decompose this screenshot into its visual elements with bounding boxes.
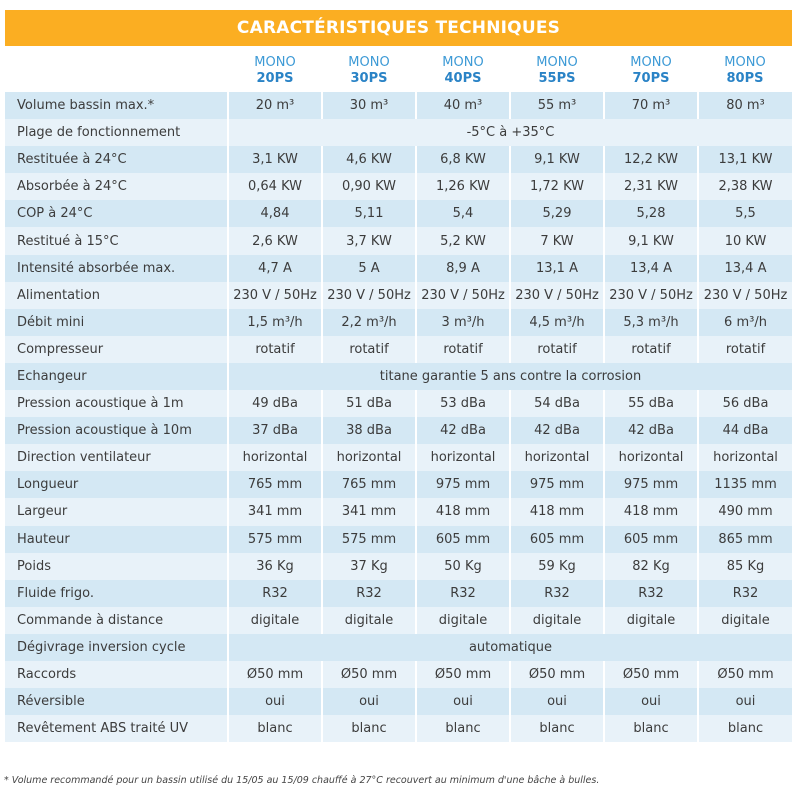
cell-value: rotatif [416,336,510,363]
table-row [5,607,792,634]
cell-value: horizontal [698,444,792,471]
model-code: 55PS [538,71,576,86]
cell-value: 13,1 A [510,255,604,282]
cell-value: 10 KW [698,227,792,254]
row-label: Raccords [5,661,228,688]
cell-value: 6 m³/h [698,309,792,336]
cell-value: 975 mm [510,471,604,498]
cell-value: 40 m³ [416,92,510,119]
model-header [604,52,698,92]
cell-value: 230 V / 50Hz [228,282,322,309]
cell-value: rotatif [698,336,792,363]
model-series: MONO [536,55,578,70]
cell-value: 341 mm [322,498,416,525]
cell-value: 1,26 KW [416,173,510,200]
cell-value: 82 Kg [604,553,698,580]
row-label: Revêtement ABS traité UV [5,715,228,742]
cell-value: 54 dBa [510,390,604,417]
cell-value: 418 mm [510,498,604,525]
model-header [510,52,604,92]
cell-value: 38 dBa [322,417,416,444]
cell-value: 85 Kg [698,553,792,580]
cell-value: 13,4 A [698,255,792,282]
cell-value: 44 dBa [698,417,792,444]
cell-value: 7 KW [510,227,604,254]
cell-value: 865 mm [698,526,792,553]
cell-value: 12,2 KW [604,146,698,173]
cell-value: 1135 mm [698,471,792,498]
model-header [416,52,510,92]
row-label: Longueur [5,471,228,498]
cell-value: horizontal [322,444,416,471]
table-row [5,444,792,471]
row-label: Débit mini [5,309,228,336]
cell-value: horizontal [604,444,698,471]
cell-value: 2,2 m³/h [322,309,416,336]
cell-value: 575 mm [322,526,416,553]
model-series: MONO [348,55,390,70]
cell-value: 5,3 m³/h [604,309,698,336]
cell-value: 605 mm [416,526,510,553]
model-code: 30PS [350,71,388,86]
cell-value: 490 mm [698,498,792,525]
cell-value: rotatif [228,336,322,363]
cell-value: 5,11 [322,200,416,227]
row-label: Réversible [5,688,228,715]
cell-value: 975 mm [604,471,698,498]
specs-table [5,92,792,742]
cell-value: 9,1 KW [510,146,604,173]
row-label: Alimentation [5,282,228,309]
cell-value: 5,28 [604,200,698,227]
cell-value: 8,9 A [416,255,510,282]
cell-value: 5 A [322,255,416,282]
cell-value: 5,2 KW [416,227,510,254]
cell-value: 575 mm [228,526,322,553]
table-row [5,92,792,119]
table-row [5,173,792,200]
cell-value: 5,4 [416,200,510,227]
cell-value: 42 dBa [416,417,510,444]
cell-value: 418 mm [604,498,698,525]
model-header-row [228,52,792,92]
cell-value: oui [604,688,698,715]
row-label: Absorbée à 24°C [5,173,228,200]
cell-value: 2,38 KW [698,173,792,200]
spanned-value: automatique [228,634,792,661]
cell-value: R32 [228,580,322,607]
table-row [5,336,792,363]
cell-value: 6,8 KW [416,146,510,173]
cell-value: 37 Kg [322,553,416,580]
model-header [698,52,792,92]
model-code: 20PS [256,71,294,86]
cell-value: R32 [698,580,792,607]
cell-value: 4,6 KW [322,146,416,173]
cell-value: blanc [228,715,322,742]
cell-value: 341 mm [228,498,322,525]
cell-value: 55 dBa [604,390,698,417]
spanned-value: -5°C à +35°C [228,119,792,146]
cell-value: 4,7 A [228,255,322,282]
cell-value: 0,90 KW [322,173,416,200]
model-series: MONO [254,55,296,70]
cell-value: 230 V / 50Hz [416,282,510,309]
row-label: Direction ventilateur [5,444,228,471]
model-series: MONO [442,55,484,70]
cell-value: 4,5 m³/h [510,309,604,336]
cell-value: oui [510,688,604,715]
cell-value: 49 dBa [228,390,322,417]
cell-value: R32 [416,580,510,607]
cell-value: 1,5 m³/h [228,309,322,336]
cell-value: 51 dBa [322,390,416,417]
cell-value: 2,31 KW [604,173,698,200]
row-label: Restitué à 15°C [5,227,228,254]
model-series: MONO [630,55,672,70]
cell-value: Ø50 mm [604,661,698,688]
row-label: Poids [5,553,228,580]
cell-value: Ø50 mm [322,661,416,688]
cell-value: 56 dBa [698,390,792,417]
cell-value: 605 mm [510,526,604,553]
table-row [5,309,792,336]
table-row [5,471,792,498]
table-row [5,119,792,146]
cell-value: blanc [322,715,416,742]
footnote: * Volume recommandé pour un bassin utilisé du 15/05 au 15/09 chauffé à 27°C recouvert au minimum d'une bâche à bulles. [4,775,600,786]
cell-value: 1,72 KW [510,173,604,200]
cell-value: Ø50 mm [416,661,510,688]
row-label: Fluide frigo. [5,580,228,607]
cell-value: 3 m³/h [416,309,510,336]
model-series: MONO [724,55,766,70]
spanned-value: titane garantie 5 ans contre la corrosion [228,363,792,390]
table-row [5,526,792,553]
cell-value: 230 V / 50Hz [322,282,416,309]
cell-value: R32 [510,580,604,607]
row-label: Compresseur [5,336,228,363]
cell-value: 230 V / 50Hz [510,282,604,309]
cell-value: horizontal [510,444,604,471]
table-row [5,688,792,715]
cell-value: 36 Kg [228,553,322,580]
cell-value: 3,7 KW [322,227,416,254]
cell-value: digitale [322,607,416,634]
cell-value: 9,1 KW [604,227,698,254]
cell-value: 80 m³ [698,92,792,119]
cell-value: oui [322,688,416,715]
cell-value: 50 Kg [416,553,510,580]
cell-value: 0,64 KW [228,173,322,200]
cell-value: rotatif [322,336,416,363]
cell-value: 53 dBa [416,390,510,417]
table-row [5,634,792,661]
cell-value: 2,6 KW [228,227,322,254]
row-label: Commande à distance [5,607,228,634]
table-row [5,200,792,227]
cell-value: oui [228,688,322,715]
cell-value: blanc [510,715,604,742]
cell-value: 70 m³ [604,92,698,119]
table-row [5,363,792,390]
cell-value: Ø50 mm [510,661,604,688]
table-row [5,661,792,688]
cell-value: 4,84 [228,200,322,227]
row-label: Largeur [5,498,228,525]
cell-value: rotatif [604,336,698,363]
cell-value: Ø50 mm [698,661,792,688]
cell-value: 230 V / 50Hz [604,282,698,309]
model-code: 40PS [444,71,482,86]
cell-value: 30 m³ [322,92,416,119]
cell-value: digitale [510,607,604,634]
cell-value: 5,29 [510,200,604,227]
table-row [5,255,792,282]
cell-value: 230 V / 50Hz [698,282,792,309]
cell-value: rotatif [510,336,604,363]
row-label: Pression acoustique à 1m [5,390,228,417]
table-row [5,282,792,309]
model-header [322,52,416,92]
row-label: Echangeur [5,363,228,390]
cell-value: digitale [228,607,322,634]
table-row [5,553,792,580]
cell-value: 5,5 [698,200,792,227]
cell-value: 59 Kg [510,553,604,580]
cell-value: 13,1 KW [698,146,792,173]
table-row [5,390,792,417]
cell-value: digitale [698,607,792,634]
table-row [5,146,792,173]
model-code: 70PS [632,71,670,86]
row-label: Intensité absorbée max. [5,255,228,282]
cell-value: 20 m³ [228,92,322,119]
table-row [5,227,792,254]
model-code: 80PS [726,71,764,86]
cell-value: 605 mm [604,526,698,553]
cell-value: 418 mm [416,498,510,525]
row-label: Pression acoustique à 10m [5,417,228,444]
cell-value: digitale [604,607,698,634]
cell-value: R32 [604,580,698,607]
row-label: Dégivrage inversion cycle [5,634,228,661]
cell-value: 3,1 KW [228,146,322,173]
cell-value: 765 mm [322,471,416,498]
cell-value: 765 mm [228,471,322,498]
row-label: COP à 24°C [5,200,228,227]
table-row [5,715,792,742]
cell-value: horizontal [416,444,510,471]
cell-value: horizontal [228,444,322,471]
row-label: Volume bassin max.* [5,92,228,119]
cell-value: 13,4 A [604,255,698,282]
row-label: Plage de fonctionnement [5,119,228,146]
cell-value: oui [698,688,792,715]
cell-value: 37 dBa [228,417,322,444]
table-row [5,498,792,525]
cell-value: oui [416,688,510,715]
table-row [5,580,792,607]
cell-value: blanc [416,715,510,742]
title-band: CARACTÉRISTIQUES TECHNIQUES [5,10,792,46]
cell-value: R32 [322,580,416,607]
model-header [228,52,322,92]
row-label: Restituée à 24°C [5,146,228,173]
cell-value: 975 mm [416,471,510,498]
cell-value: blanc [604,715,698,742]
cell-value: 42 dBa [604,417,698,444]
cell-value: digitale [416,607,510,634]
table-row [5,417,792,444]
cell-value: 42 dBa [510,417,604,444]
cell-value: Ø50 mm [228,661,322,688]
cell-value: blanc [698,715,792,742]
cell-value: 55 m³ [510,92,604,119]
row-label: Hauteur [5,526,228,553]
